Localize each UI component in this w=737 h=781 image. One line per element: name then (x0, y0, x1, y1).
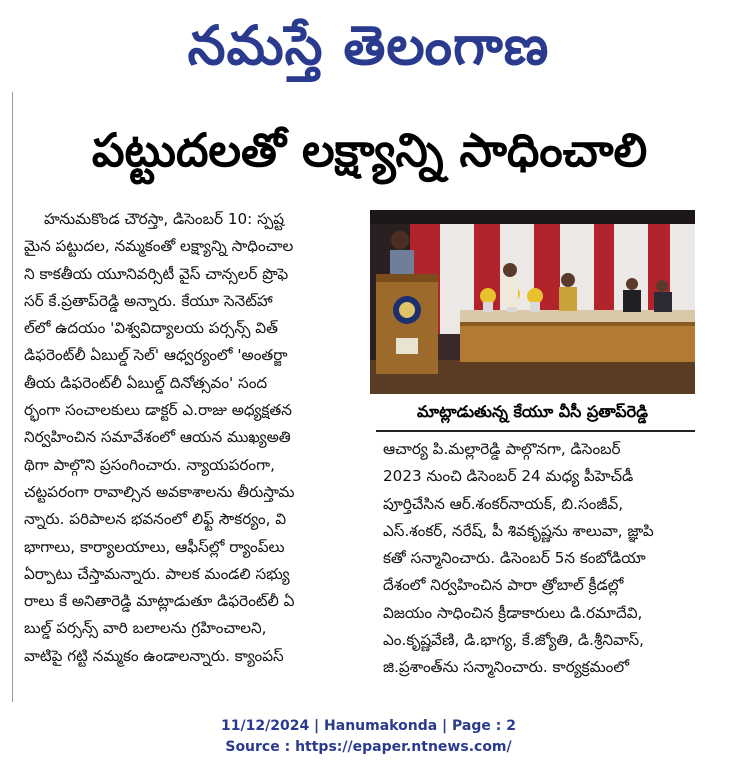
footer-date-edition: 11/12/2024 | Hanumakonda | Page : 2 (221, 718, 516, 734)
article-text-line: చట్టపరంగా రావాల్సిన అవకాశాలను తీరుస్తామ (24, 482, 295, 501)
article-text-line: ని కాకతీయ యూనివర్సిటీ వైస్ చాన్సలర్ ప్రొఫె (24, 264, 289, 283)
caption-divider (376, 430, 695, 432)
article-text-line: ఎస్.శంకర్, నరేష్, పీ శివకృష్ణను శాలువా, జ్ఞాపి (383, 521, 654, 540)
left-column (24, 206, 370, 670)
headline-block (12, 120, 727, 192)
article-text-line: బుల్డ్ పర్సన్స్ వారి బలాలను గ్రహించాలని, (24, 619, 267, 638)
article-text-line: ఎం.కృష్ణవేణి, డి.భాగ్య, కే.జ్యోతి, డి.శ్రీనివాస్, (383, 631, 644, 650)
article-headline: పట్టుదలతో లక్ష్యాన్ని సాధించాలి (91, 123, 648, 177)
article-text-line: వాటిపై గట్టి నమ్మకం ఉండాలన్నారు. క్యాంపస్ (24, 646, 284, 665)
article-text-line: ఆచార్య పి.మల్లారెడ్డి పాల్గొనగా, డిసెంబర్ (383, 440, 621, 458)
article-text-line: జి.ప్రశాంత్‌ను సన్మానించారు. కార్యక్రమంలో (383, 658, 629, 677)
article-text-line: థిగా పాల్గొని ప్రసంగించారు. న్యాయపరంగా, (24, 455, 275, 474)
article-text-line: నిర్వహించిన సమావేశంలో ఆయన ముఖ్యఅతి (24, 428, 291, 447)
footer-source: Source : https://epaper.ntnews.com/ (225, 739, 512, 755)
article-text-line: తీయ డిఫరెంట్‌లీ ఏబుల్డ్ దినోత్సవం' సంద (24, 373, 268, 392)
article-text-line: కతో సన్మానించారు. డిసెంబర్ 5న కంబోడియా (383, 549, 646, 568)
event-photo-illustration (370, 210, 695, 394)
footer (0, 716, 737, 758)
article-text-line: డిఫరెంట్‌లీ ఏబుల్డ్ సెల్' ఆధ్వర్యంలో 'అంతర్జా (24, 346, 288, 365)
article-text-line: పూర్తిచేసిన ఆర్.శంకర్‌నాయక్, బి.సంజీవ్, (383, 494, 624, 513)
article-text-line: సర్ కే.ప్రతాప్‌రెడ్డి అన్నారు. కేయూ సెనెట్‌హా (24, 291, 273, 310)
article-text-line: ఏర్పాటు చేస్తామన్నారు. పాలక మండలి సభ్యు (24, 564, 290, 583)
article-text-line: ల్‌లో ఉదయం 'విశ్వవిద్యాలయ పర్సన్స్ విత్ (24, 319, 278, 338)
article-text-line: దేశంలో నిర్వహించిన పారా త్రోబాల్ క్రీడల్లో (383, 576, 624, 595)
article-text-line: భాగాలు, కార్యాలయాలు, ఆఫీస్‌ల్లో ర్యాంప్‌లు (24, 537, 285, 556)
article-text-line: హనుమకొండ చౌరస్తా, డిసెంబర్ 10: స్పష్ట (44, 210, 285, 228)
photo-caption: మాట్లాడుతున్న కేయూ వీసీ ప్రతాప్‌రెడ్డి (417, 401, 648, 421)
article-text-line: విజయం సాధించిన క్రీడాకారులు డి.రమాదేవి, (383, 603, 643, 622)
article-text-line: రాలు కే అనితారెడ్డి మాట్లాడుతూ డిఫరెంట్‌లీ ఏ (24, 592, 295, 611)
right-column (383, 436, 713, 682)
article-text-line: మైన పట్టుదల, నమ్మకంతో లక్ష్యాన్ని సాధించాల (24, 237, 294, 256)
article-text-line: 2023 నుంచి డిసెంబర్ 24 మధ్య పీహెచ్‌డీ (383, 467, 634, 486)
article-text-line: ర్భంగా సంచాలకులు డాక్టర్ ఎ.రాజు అధ్యక్షతన (24, 401, 292, 420)
masthead (0, 0, 737, 92)
newspaper-title: నమస్తే తెలంగాణ (187, 14, 550, 77)
article-text-line: న్నారు. పరిపాలన భవనంలో లిఫ్ట్ సౌకర్యం, వి (24, 510, 287, 529)
article-photo (370, 210, 695, 394)
